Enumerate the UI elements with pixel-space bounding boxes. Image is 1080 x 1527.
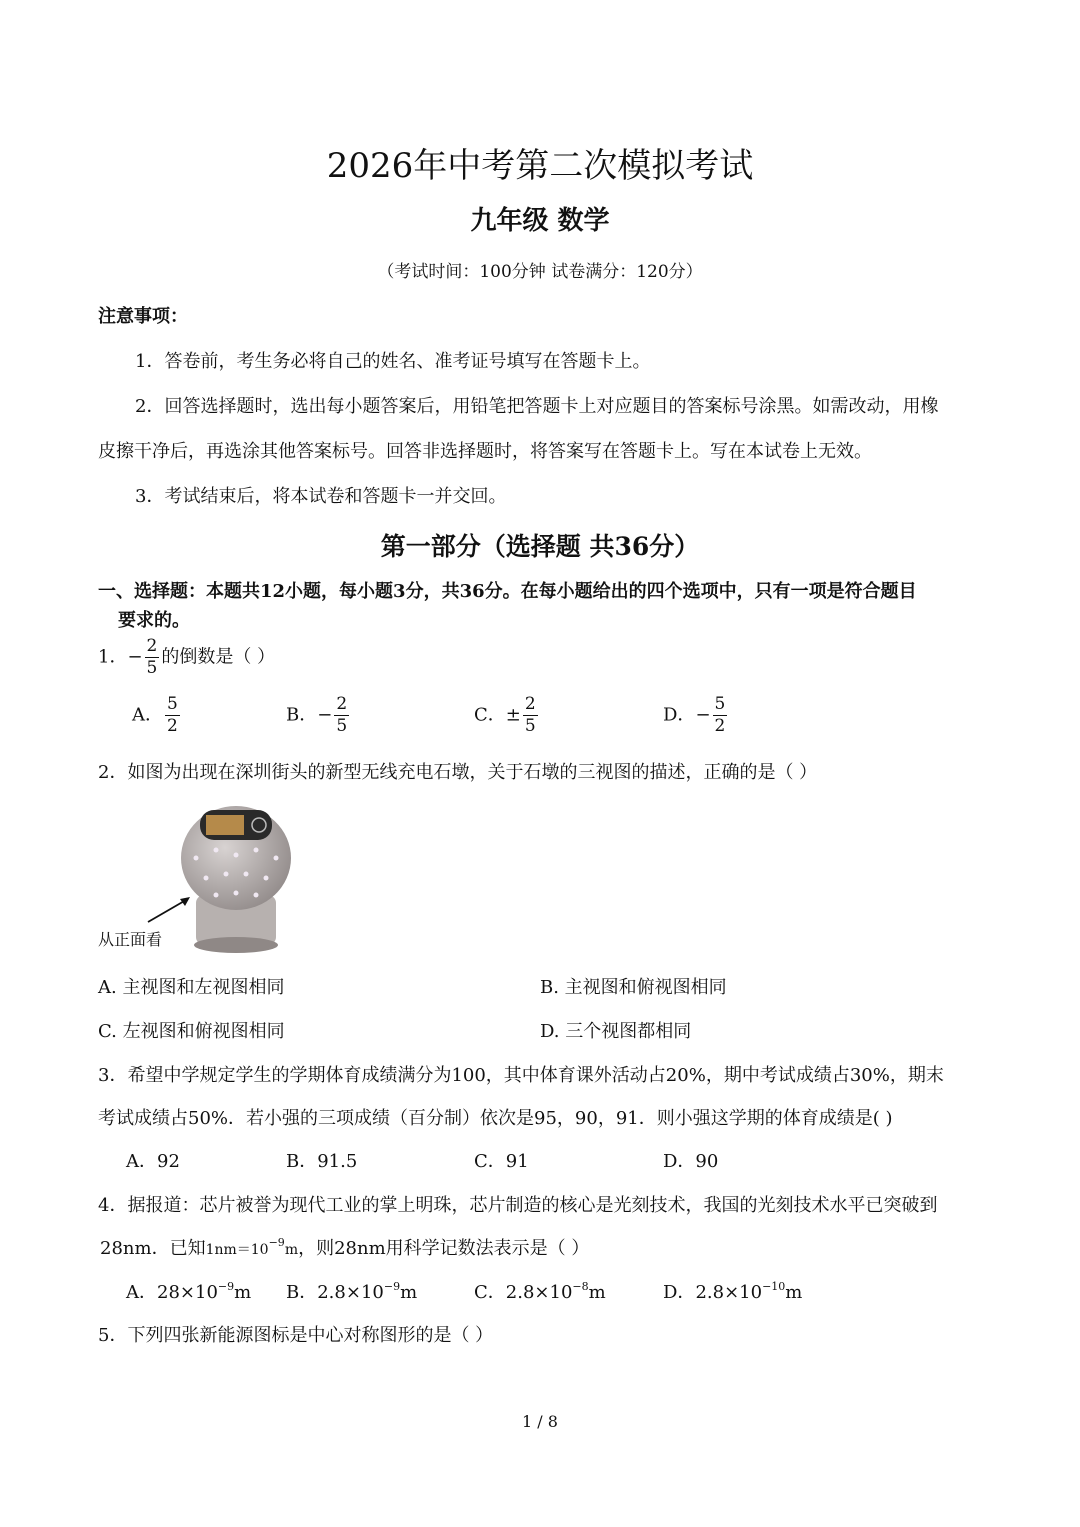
question-4-formula-base: 1nm＝10 <box>205 1242 269 1258</box>
section-instruction-line-1: 一、选择题：本题共12小题，每小题3分，共36分。在每小题给出的四个选项中，只有一项是符合题目 <box>98 581 917 602</box>
question-3-option-b: B．91.5 <box>286 1151 358 1172</box>
section-instruction-line-2: 要求的。 <box>118 610 190 631</box>
figure-caption: 从正面看 <box>98 930 163 949</box>
question-4-option-a <box>126 1278 251 1304</box>
fraction-denominator: 5 <box>524 716 536 736</box>
question-2-option-d: D. 三个视图都相同 <box>540 1021 692 1042</box>
fraction-numerator: 2 <box>336 694 348 714</box>
question-4-line-1: 4．据报道：芯片被誉为现代工业的掌上明珠，芯片制造的核心是光刻技术，我国的光刻技术水平已突破到 <box>98 1195 938 1216</box>
question-3-line-1: 3．希望中学规定学生的学期体育成绩满分为100，其中体育课外活动占20%，期中考试成绩占30%，期末 <box>98 1065 944 1086</box>
option-label: D． <box>663 704 696 726</box>
question-number: 1． <box>98 646 128 668</box>
unit: m <box>284 1242 299 1258</box>
note-item-2-line-1: 2．回答选择题时，选出每小题答案后，用铅笔把答题卡上对应题目的答案标号涂黑。如需改动，用橡 <box>135 396 939 417</box>
fraction <box>145 638 160 677</box>
question-2-stem: 2．如图为出现在深圳街头的新型无线充电石墩，关于石墩的三视图的描述，正确的是（ ） <box>98 762 818 783</box>
exam-info: （考试时间：100分钟 试卷满分：120分） <box>377 262 703 282</box>
fraction-numerator: 5 <box>167 694 178 714</box>
question-1-option-c <box>474 696 540 735</box>
sign: − <box>695 704 711 726</box>
option-label: B． <box>286 1282 318 1303</box>
fraction <box>334 696 349 735</box>
question-1-stem <box>98 638 275 677</box>
fraction-denominator: 2 <box>714 716 726 736</box>
page-number: 1 / 8 <box>522 1412 558 1431</box>
note-item-3: 3．考试结束后，将本试卷和答题卡一并交回。 <box>135 486 507 507</box>
question-2-option-c: C. 左视图和俯视图相同 <box>98 1021 285 1042</box>
option-base: 2.8×10 <box>317 1282 384 1303</box>
question-4-line-2 <box>100 1234 589 1260</box>
option-label: C． <box>474 1282 506 1303</box>
fraction-numerator: 5 <box>714 694 726 714</box>
question-1-stem-tail: 的倒数是（ ） <box>161 646 276 668</box>
fraction-denominator: 5 <box>336 716 348 736</box>
exam-title: 2026年中考第二次模拟考试 <box>326 146 754 186</box>
notes-heading: 注意事项： <box>98 306 188 327</box>
exponent: −9 <box>268 1236 285 1249</box>
exam-subtitle: 九年级 数学 <box>470 206 610 236</box>
sign: ± <box>505 704 521 726</box>
option-base: 2.8×10 <box>505 1282 573 1303</box>
fraction <box>713 696 728 735</box>
fraction-numerator: 2 <box>146 636 158 656</box>
option-label: A． <box>126 1282 157 1303</box>
question-3-option-d: D．90 <box>663 1151 719 1172</box>
unit: m <box>400 1282 418 1303</box>
exponent: −10 <box>762 1280 786 1293</box>
exponent: −9 <box>383 1280 401 1293</box>
exponent: −9 <box>217 1280 235 1293</box>
option-label: D． <box>663 1282 696 1303</box>
option-label: A． <box>132 704 163 726</box>
minus-sign: − <box>127 646 143 668</box>
note-item-2-line-2: 皮擦干净后，再选涂其他答案标号。回答非选择题时，将答案写在答题卡上。写在本试卷上无效。 <box>98 441 872 462</box>
option-base: 2.8×10 <box>695 1282 763 1303</box>
question-2-option-b: B. 主视图和俯视图相同 <box>540 977 727 998</box>
question-4-text: 28nm．已知 <box>100 1238 206 1259</box>
question-4-option-b <box>286 1278 417 1304</box>
question-4-text-tail: ，则28nm用科学记数法表示是（ ） <box>298 1238 590 1259</box>
fraction-numerator: 2 <box>524 694 536 714</box>
sign: − <box>317 704 333 726</box>
exponent: −8 <box>572 1280 589 1293</box>
question-1-option-d <box>663 696 729 735</box>
option-base: 28×10 <box>157 1282 218 1303</box>
option-label: C． <box>474 704 506 726</box>
question-4-option-d <box>663 1278 802 1304</box>
question-2-option-a: A. 主视图和左视图相同 <box>98 977 285 998</box>
question-3-line-2: 考试成绩占50%．若小强的三项成绩（百分制）依次是95，90，91．则小强这学期的体育成绩是( ) <box>98 1108 893 1129</box>
question-1-option-b <box>286 696 351 735</box>
unit: m <box>234 1282 252 1303</box>
question-4-option-c <box>474 1278 606 1304</box>
question-3-option-a: A．92 <box>126 1151 180 1172</box>
fraction-denominator: 5 <box>146 658 158 678</box>
fraction <box>165 696 180 735</box>
question-1-option-a <box>132 696 182 735</box>
fraction <box>523 696 538 735</box>
question-5-stem: 5．下列四张新能源图标是中心对称图形的是（ ） <box>98 1325 494 1346</box>
note-item-1: 1．答卷前，考生务必将自己的姓名、准考证号填写在答题卡上。 <box>135 351 651 372</box>
unit: m <box>785 1282 803 1303</box>
fraction-denominator: 2 <box>167 716 178 736</box>
question-3-option-c: C．91 <box>474 1151 529 1172</box>
option-label: B． <box>286 704 318 726</box>
section-title: 第一部分（选择题 共36分） <box>380 532 700 561</box>
unit: m <box>588 1282 606 1303</box>
